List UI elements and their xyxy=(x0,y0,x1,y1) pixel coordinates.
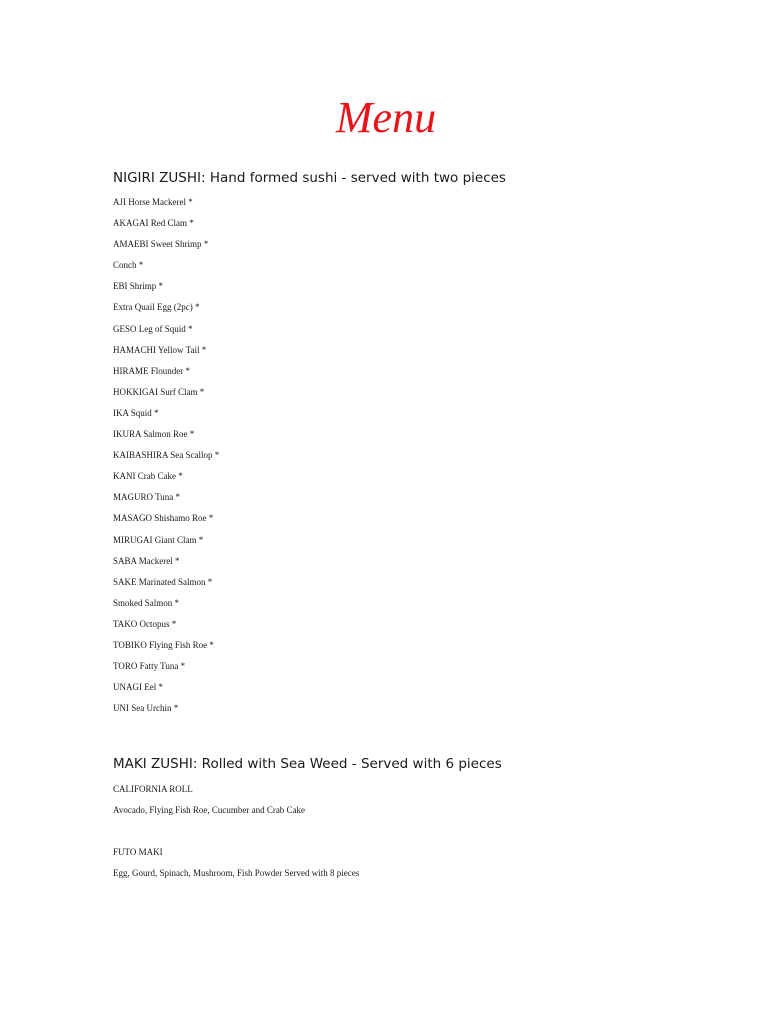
nigiri-item: SAKE Marinated Salmon * xyxy=(113,576,213,587)
nigiri-item: Conch * xyxy=(113,260,144,271)
nigiri-item: KAIBASHIRA Sea Scallop * xyxy=(113,450,220,461)
nigiri-item: Extra Quail Egg (2pc) * xyxy=(113,302,200,313)
nigiri-item: UNI Sea Urchin * xyxy=(113,703,179,714)
nigiri-item-list xyxy=(113,196,219,723)
nigiri-item: KANI Crab Cake * xyxy=(113,471,183,482)
nigiri-item: IKA Squid * xyxy=(113,407,159,418)
menu-title: Menu xyxy=(335,93,437,142)
nigiri-item: MASAGO Shishamo Roe * xyxy=(113,513,214,524)
nigiri-section-heading: NIGIRI ZUSHI: Hand formed sushi - served with two pieces xyxy=(113,170,506,186)
nigiri-item: AJI Horse Mackerel * xyxy=(113,197,193,207)
nigiri-item: MIRUGAI Giant Clam * xyxy=(113,534,204,545)
nigiri-item: UNAGI Eel * xyxy=(113,682,163,693)
maki-item-name: FUTO MAKI xyxy=(113,847,163,857)
maki-item-description: Egg, Gourd, Spinach, Mushroom, Fish Powder Served with 8 pieces xyxy=(113,868,360,878)
nigiri-item: HIRAME Flounder * xyxy=(113,365,190,376)
nigiri-item: AMAEBI Sweet Shrimp * xyxy=(113,239,209,250)
nigiri-item: IKURA Salmon Roe * xyxy=(113,429,195,440)
nigiri-item: EBI Shrimp * xyxy=(113,281,164,292)
maki-section-heading: MAKI ZUSHI: Rolled with Sea Weed - Served with 6 pieces xyxy=(113,756,502,772)
maki-item-description: Avocado, Flying Fish Roe, Cucumber and Crab Cake xyxy=(113,805,306,815)
nigiri-item: AKAGAI Red Clam * xyxy=(113,218,194,229)
maki-item-name: CALIFORNIA ROLL xyxy=(113,784,193,794)
nigiri-item: GESO Leg of Squid * xyxy=(113,323,193,334)
nigiri-item: HOKKIGAI Surf Clam * xyxy=(113,386,205,397)
nigiri-item: TORO Fatty Tuna * xyxy=(113,661,186,672)
nigiri-item: SABA Mackerel * xyxy=(113,555,180,566)
nigiri-item: TOBIKO Flying Fish Roe * xyxy=(113,639,214,650)
nigiri-item: MAGURO Tuna * xyxy=(113,492,181,503)
nigiri-item: Smoked Salmon * xyxy=(113,597,180,608)
nigiri-item: TAKO Octopus * xyxy=(113,618,177,629)
nigiri-item: HAMACHI Yellow Tail * xyxy=(113,344,207,355)
